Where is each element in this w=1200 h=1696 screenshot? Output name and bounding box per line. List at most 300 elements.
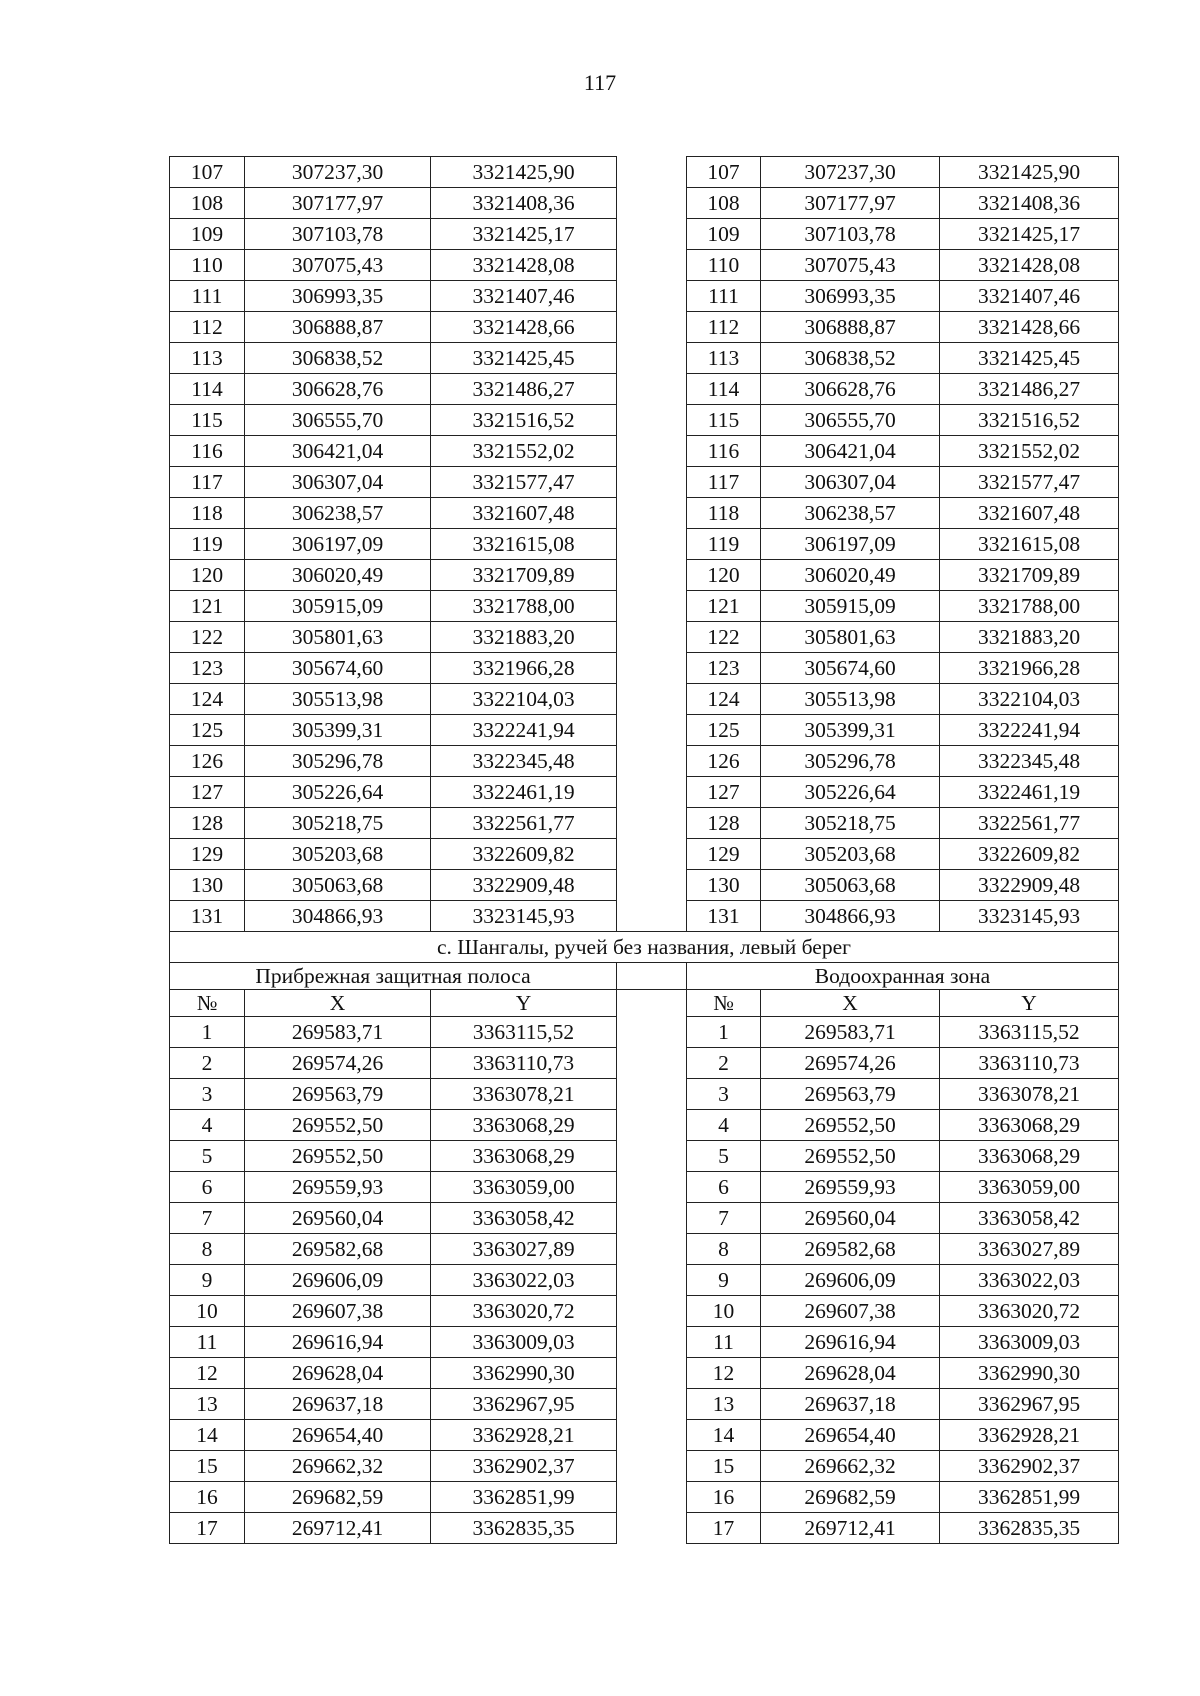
right-x-value: 305296,78 [761,746,940,777]
right-point-number: 108 [687,188,761,219]
left-point-number: 11 [170,1327,245,1358]
right-col-number-header: № [687,990,761,1017]
left-x-value: 269616,94 [245,1327,431,1358]
right-y-value: 3321607,48 [940,498,1119,529]
right-subtitle: Водоохранная зона [687,963,1119,990]
column-gap [617,250,687,281]
left-point-number: 10 [170,1296,245,1327]
left-point-number: 12 [170,1358,245,1389]
left-point-number: 9 [170,1265,245,1296]
left-x-value: 269583,71 [245,1017,431,1048]
left-y-value: 3363059,00 [431,1172,617,1203]
left-x-value: 306307,04 [245,467,431,498]
top-rows [170,157,1119,932]
table-row [170,653,1119,684]
table-row [170,746,1119,777]
left-x-value: 269552,50 [245,1110,431,1141]
coordinates-table [169,156,1119,1544]
table-row [170,343,1119,374]
left-y-value: 3322104,03 [431,684,617,715]
right-col-x-header: X [761,990,940,1017]
column-gap [617,1389,687,1420]
right-point-number: 130 [687,870,761,901]
column-gap [617,1110,687,1141]
left-x-value: 269628,04 [245,1358,431,1389]
right-x-value: 307103,78 [761,219,940,250]
column-gap [617,808,687,839]
table-row [170,901,1119,932]
right-point-number: 129 [687,839,761,870]
left-y-value: 3321966,28 [431,653,617,684]
left-y-value: 3321408,36 [431,188,617,219]
table-row [170,684,1119,715]
table-row [170,1451,1119,1482]
page-number: 117 [583,70,617,95]
column-gap [617,498,687,529]
left-x-value: 305801,63 [245,622,431,653]
column-gap [617,1048,687,1079]
right-point-number: 14 [687,1420,761,1451]
right-point-number: 16 [687,1482,761,1513]
column-gap [617,1420,687,1451]
left-y-value: 3322609,82 [431,839,617,870]
left-y-value: 3323145,93 [431,901,617,932]
left-point-number: 13 [170,1389,245,1420]
left-y-value: 3321486,27 [431,374,617,405]
column-gap [617,374,687,405]
left-y-value: 3322561,77 [431,808,617,839]
column-gap [617,529,687,560]
left-point-number: 127 [170,777,245,808]
right-x-value: 305915,09 [761,591,940,622]
left-y-value: 3321615,08 [431,529,617,560]
right-y-value: 3321428,66 [940,312,1119,343]
column-gap [617,653,687,684]
left-col-x-header: X [245,990,431,1017]
left-y-value: 3363110,73 [431,1048,617,1079]
table-row [170,560,1119,591]
left-y-value: 3321788,00 [431,591,617,622]
table-row [170,1296,1119,1327]
column-gap [617,560,687,591]
table-row [170,1079,1119,1110]
right-point-number: 8 [687,1234,761,1265]
left-y-value: 3362928,21 [431,1420,617,1451]
right-y-value: 3321577,47 [940,467,1119,498]
table-row [170,1048,1119,1079]
column-gap [617,777,687,808]
table-row [170,1389,1119,1420]
left-x-value: 307237,30 [245,157,431,188]
left-point-number: 126 [170,746,245,777]
right-y-value: 3323145,93 [940,901,1119,932]
column-gap [617,436,687,467]
left-point-number: 122 [170,622,245,653]
left-point-number: 120 [170,560,245,591]
left-point-number: 15 [170,1451,245,1482]
column-gap [617,1513,687,1544]
column-gap [617,1234,687,1265]
right-y-value: 3322561,77 [940,808,1119,839]
column-gap [617,1017,687,1048]
left-y-value: 3321552,02 [431,436,617,467]
right-x-value: 306020,49 [761,560,940,591]
right-y-value: 3363110,73 [940,1048,1119,1079]
right-y-value: 3321407,46 [940,281,1119,312]
left-x-value: 269662,32 [245,1451,431,1482]
right-y-value: 3321966,28 [940,653,1119,684]
right-point-number: 122 [687,622,761,653]
right-point-number: 6 [687,1172,761,1203]
right-point-number: 12 [687,1358,761,1389]
left-y-value: 3321577,47 [431,467,617,498]
table-row [170,808,1119,839]
left-point-number: 121 [170,591,245,622]
left-x-value: 269582,68 [245,1234,431,1265]
left-point-number: 107 [170,157,245,188]
left-y-value: 3362967,95 [431,1389,617,1420]
right-x-value: 306838,52 [761,343,940,374]
left-y-value: 3363027,89 [431,1234,617,1265]
right-x-value: 306628,76 [761,374,940,405]
right-x-value: 305399,31 [761,715,940,746]
right-point-number: 13 [687,1389,761,1420]
right-y-value: 3362851,99 [940,1482,1119,1513]
left-point-number: 112 [170,312,245,343]
left-point-number: 111 [170,281,245,312]
right-y-value: 3363068,29 [940,1141,1119,1172]
left-point-number: 108 [170,188,245,219]
right-x-value: 269582,68 [761,1234,940,1265]
right-x-value: 306555,70 [761,405,940,436]
left-point-number: 110 [170,250,245,281]
table-row [170,1358,1119,1389]
left-x-value: 306838,52 [245,343,431,374]
section-header [170,932,1119,1017]
left-x-value: 305674,60 [245,653,431,684]
right-x-value: 269654,40 [761,1420,940,1451]
left-x-value: 269560,04 [245,1203,431,1234]
right-point-number: 107 [687,157,761,188]
right-point-number: 116 [687,436,761,467]
left-y-value: 3321883,20 [431,622,617,653]
left-point-number: 130 [170,870,245,901]
left-point-number: 128 [170,808,245,839]
left-point-number: 129 [170,839,245,870]
left-x-value: 305513,98 [245,684,431,715]
left-y-value: 3363078,21 [431,1079,617,1110]
right-x-value: 306197,09 [761,529,940,560]
left-x-value: 305218,75 [245,808,431,839]
right-y-value: 3321486,27 [940,374,1119,405]
column-gap [617,1327,687,1358]
left-x-value: 306993,35 [245,281,431,312]
left-point-number: 6 [170,1172,245,1203]
right-x-value: 269560,04 [761,1203,940,1234]
left-x-value: 304866,93 [245,901,431,932]
right-y-value: 3363115,52 [940,1017,1119,1048]
right-x-value: 305513,98 [761,684,940,715]
table-row [170,1234,1119,1265]
right-y-value: 3363022,03 [940,1265,1119,1296]
table-row [170,1482,1119,1513]
right-x-value: 305801,63 [761,622,940,653]
table-row [170,281,1119,312]
left-point-number: 115 [170,405,245,436]
right-y-value: 3322345,48 [940,746,1119,777]
right-y-value: 3322609,82 [940,839,1119,870]
column-gap [617,1296,687,1327]
right-point-number: 117 [687,467,761,498]
column-gap [617,591,687,622]
right-y-value: 3363020,72 [940,1296,1119,1327]
right-point-number: 131 [687,901,761,932]
right-x-value: 269637,18 [761,1389,940,1420]
left-x-value: 306888,87 [245,312,431,343]
left-y-value: 3322345,48 [431,746,617,777]
table-row [170,1110,1119,1141]
left-x-value: 269607,38 [245,1296,431,1327]
left-point-number: 117 [170,467,245,498]
table-row [170,1141,1119,1172]
column-gap [617,1079,687,1110]
table-row [170,1017,1119,1048]
left-y-value: 3321428,08 [431,250,617,281]
left-point-number: 123 [170,653,245,684]
left-y-value: 3362835,35 [431,1513,617,1544]
right-point-number: 10 [687,1296,761,1327]
right-y-value: 3321788,00 [940,591,1119,622]
right-point-number: 3 [687,1079,761,1110]
left-x-value: 269559,93 [245,1172,431,1203]
right-y-value: 3362835,35 [940,1513,1119,1544]
table-row [170,250,1119,281]
left-x-value: 307103,78 [245,219,431,250]
table-row [170,374,1119,405]
right-x-value: 305226,64 [761,777,940,808]
right-y-value: 3322241,94 [940,715,1119,746]
table-row [170,467,1119,498]
right-point-number: 126 [687,746,761,777]
column-gap [617,746,687,777]
left-x-value: 269574,26 [245,1048,431,1079]
right-point-number: 1 [687,1017,761,1048]
right-y-value: 3321425,45 [940,343,1119,374]
left-y-value: 3321428,66 [431,312,617,343]
table-row [170,219,1119,250]
left-col-y-header: Y [431,990,617,1017]
left-y-value: 3363068,29 [431,1110,617,1141]
right-point-number: 123 [687,653,761,684]
left-y-value: 3362902,37 [431,1451,617,1482]
right-point-number: 2 [687,1048,761,1079]
column-gap [617,839,687,870]
right-y-value: 3362902,37 [940,1451,1119,1482]
right-point-number: 11 [687,1327,761,1358]
right-x-value: 269606,09 [761,1265,940,1296]
column-gap [617,219,687,250]
right-y-value: 3321425,17 [940,219,1119,250]
right-point-number: 114 [687,374,761,405]
column-gap [617,870,687,901]
table-row [170,839,1119,870]
table-row [170,715,1119,746]
left-x-value: 306197,09 [245,529,431,560]
left-x-value: 305203,68 [245,839,431,870]
right-point-number: 128 [687,808,761,839]
column-gap [617,157,687,188]
right-x-value: 306421,04 [761,436,940,467]
right-x-value: 307177,97 [761,188,940,219]
left-y-value: 3363058,42 [431,1203,617,1234]
left-y-value: 3363022,03 [431,1265,617,1296]
left-point-number: 131 [170,901,245,932]
left-point-number: 114 [170,374,245,405]
right-point-number: 124 [687,684,761,715]
column-gap [617,188,687,219]
right-point-number: 110 [687,250,761,281]
column-gap [617,467,687,498]
right-x-value: 269607,38 [761,1296,940,1327]
right-x-value: 269583,71 [761,1017,940,1048]
column-gap [617,901,687,932]
right-point-number: 127 [687,777,761,808]
right-point-number: 120 [687,560,761,591]
left-y-value: 3321425,17 [431,219,617,250]
section-title: с. Шангалы, ручей без названия, левый берег [170,932,1119,963]
left-col-number-header: № [170,990,245,1017]
table-row [170,188,1119,219]
left-x-value: 269606,09 [245,1265,431,1296]
right-point-number: 125 [687,715,761,746]
column-gap [617,1203,687,1234]
table-row [170,498,1119,529]
column-gap [617,622,687,653]
column-gap [617,405,687,436]
right-y-value: 3322909,48 [940,870,1119,901]
right-y-value: 3363027,89 [940,1234,1119,1265]
right-y-value: 3321615,08 [940,529,1119,560]
right-point-number: 7 [687,1203,761,1234]
right-x-value: 305203,68 [761,839,940,870]
left-y-value: 3321407,46 [431,281,617,312]
left-point-number: 1 [170,1017,245,1048]
left-x-value: 306238,57 [245,498,431,529]
right-y-value: 3321709,89 [940,560,1119,591]
column-gap [617,1172,687,1203]
table-row [170,777,1119,808]
left-y-value: 3321425,90 [431,157,617,188]
right-x-value: 269682,59 [761,1482,940,1513]
right-x-value: 269574,26 [761,1048,940,1079]
table-row [170,436,1119,467]
left-x-value: 306555,70 [245,405,431,436]
left-x-value: 305399,31 [245,715,431,746]
right-x-value: 269559,93 [761,1172,940,1203]
left-y-value: 3322909,48 [431,870,617,901]
right-y-value: 3362990,30 [940,1358,1119,1389]
left-x-value: 269654,40 [245,1420,431,1451]
right-y-value: 3321552,02 [940,436,1119,467]
left-y-value: 3321607,48 [431,498,617,529]
right-point-number: 4 [687,1110,761,1141]
left-x-value: 269712,41 [245,1513,431,1544]
right-point-number: 15 [687,1451,761,1482]
right-x-value: 306307,04 [761,467,940,498]
right-y-value: 3363009,03 [940,1327,1119,1358]
left-point-number: 16 [170,1482,245,1513]
left-point-number: 3 [170,1079,245,1110]
table-row [170,157,1119,188]
left-y-value: 3321425,45 [431,343,617,374]
column-gap [617,1358,687,1389]
left-y-value: 3363020,72 [431,1296,617,1327]
table-row [170,405,1119,436]
left-x-value: 305226,64 [245,777,431,808]
right-point-number: 111 [687,281,761,312]
right-y-value: 3321516,52 [940,405,1119,436]
right-point-number: 119 [687,529,761,560]
left-x-value: 306020,49 [245,560,431,591]
right-point-number: 17 [687,1513,761,1544]
left-x-value: 269552,50 [245,1141,431,1172]
column-gap [617,963,687,990]
right-x-value: 305063,68 [761,870,940,901]
right-x-value: 269616,94 [761,1327,940,1358]
right-x-value: 305218,75 [761,808,940,839]
column-gap [617,343,687,374]
right-point-number: 115 [687,405,761,436]
column-gap [617,715,687,746]
table-row [170,1327,1119,1358]
left-y-value: 3363009,03 [431,1327,617,1358]
table-row [170,1265,1119,1296]
left-point-number: 113 [170,343,245,374]
right-point-number: 118 [687,498,761,529]
left-y-value: 3322461,19 [431,777,617,808]
right-y-value: 3363059,00 [940,1172,1119,1203]
left-x-value: 305915,09 [245,591,431,622]
column-gap [617,1141,687,1172]
left-subtitle: Прибрежная защитная полоса [170,963,617,990]
right-x-value: 306888,87 [761,312,940,343]
left-point-number: 125 [170,715,245,746]
left-point-number: 7 [170,1203,245,1234]
right-x-value: 269552,50 [761,1141,940,1172]
left-point-number: 2 [170,1048,245,1079]
left-y-value: 3322241,94 [431,715,617,746]
column-gap [617,1265,687,1296]
left-point-number: 4 [170,1110,245,1141]
left-x-value: 269563,79 [245,1079,431,1110]
right-point-number: 9 [687,1265,761,1296]
right-x-value: 306993,35 [761,281,940,312]
left-x-value: 269682,59 [245,1482,431,1513]
left-x-value: 306421,04 [245,436,431,467]
right-x-value: 307237,30 [761,157,940,188]
right-col-y-header: Y [940,990,1119,1017]
right-y-value: 3322104,03 [940,684,1119,715]
right-x-value: 307075,43 [761,250,940,281]
left-point-number: 118 [170,498,245,529]
left-point-number: 109 [170,219,245,250]
left-y-value: 3321516,52 [431,405,617,436]
right-y-value: 3363078,21 [940,1079,1119,1110]
column-gap [617,990,687,1017]
right-point-number: 109 [687,219,761,250]
table-row [170,1513,1119,1544]
left-point-number: 5 [170,1141,245,1172]
